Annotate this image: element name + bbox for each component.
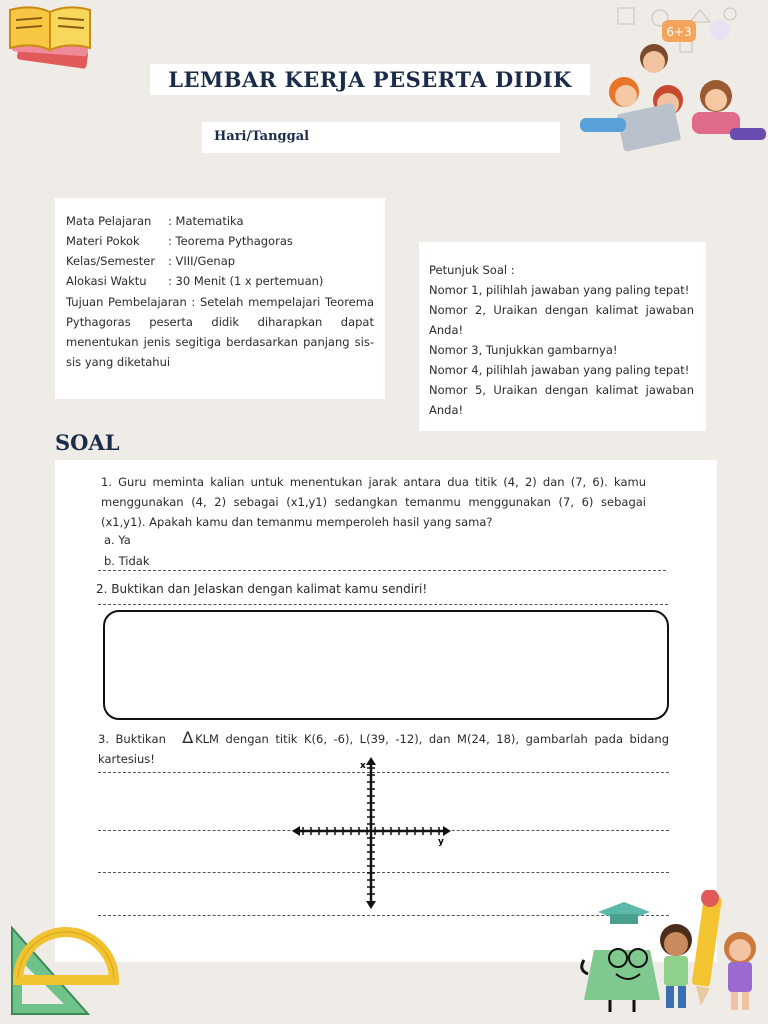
instruction-line: Nomor 1, pilihlah jawaban yang paling tepat! [429,283,690,297]
axis-x-label: x [360,761,366,771]
title-banner [150,64,590,95]
divider [98,604,668,605]
info-key: Kelas/Semester [66,254,156,268]
instruction-line: Nomor 4, pilihlah jawaban yang paling tepat! [429,363,690,377]
info-key: Mata Pelajaran [66,214,152,228]
q1-option-a[interactable]: a. Ya [104,533,131,547]
info-card [55,198,385,399]
info-row-topic [66,234,293,248]
protractor-ruler-icon [8,922,124,1018]
soal-heading: SOAL [55,430,120,455]
info-value: : Teorema Pythagoras [168,234,293,248]
instructions-card [419,242,706,431]
instruction-line: Nomor 3, Tunjukkan gambarnya! [429,343,618,357]
question-1: 1. Guru meminta kalian untuk menentukan jarak antara dua titik (4, 2) dan (7, 6). kamu menggunakan (4, 2) sebagai (x1,y1) sedangkan temanmu menggunakan (7, 6) sebagai (x1,y1). Apakah kamu dan temanmu memperoleh hasil yang sama? [101,475,646,529]
axis-y-label: y [438,837,444,847]
info-key: Alokasi Waktu [66,274,147,288]
instruction-line: Nomor 5, Uraikan dengan kalimat jawaban Anda! [429,383,694,417]
cartesian-plane[interactable] [288,756,458,910]
info-value: : Matematika [168,214,244,228]
instruction-line: Nomor 2, Uraikan dengan kalimat jawaban Anda! [429,303,694,337]
open-book-icon [2,2,102,72]
info-value: : VIII/Genap [168,254,236,268]
page-title: LEMBAR KERJA PESERTA DIDIK [168,67,572,92]
q3-text: KLM dengan titik K(6, -6), L(39, -12), dan M(24, 18), gambarlah pada bidang kartesius! [98,732,669,766]
date-label: Hari/Tanggal [214,129,310,144]
divider [98,570,666,571]
kids-laptop-illustration [580,0,768,160]
questions-card [55,460,717,962]
learning-objective: Tujuan Pembelajaran : Setelah mempelajari Teorema Pythagoras peserta didik diharapkan dapat menentukan jenis segitiga berdasarkan panjang sis-sis yang diketahui [66,295,374,369]
q2-answer-box[interactable] [103,610,669,720]
question-2: 2. Buktikan dan Jelaskan dengan kalimat kamu sendiri! [96,582,428,596]
info-row-class [66,254,235,268]
instructions-title: Petunjuk Soal : [429,263,515,277]
triangle-symbol: ∆ [182,728,194,747]
info-row-subject [66,214,244,228]
info-row-time [66,274,323,288]
svg-text:6+3: 6+3 [666,25,692,39]
q3-prefix: 3. Buktikan [98,732,166,746]
graduation-kids-pencil-illustration [580,890,766,1018]
info-key: Materi Pokok [66,234,140,248]
instructions-text [429,260,694,420]
q1-option-b[interactable]: b. Tidak [104,554,150,568]
info-value: : 30 Menit (1 x pertemuan) [168,274,324,288]
date-field[interactable] [202,122,560,153]
